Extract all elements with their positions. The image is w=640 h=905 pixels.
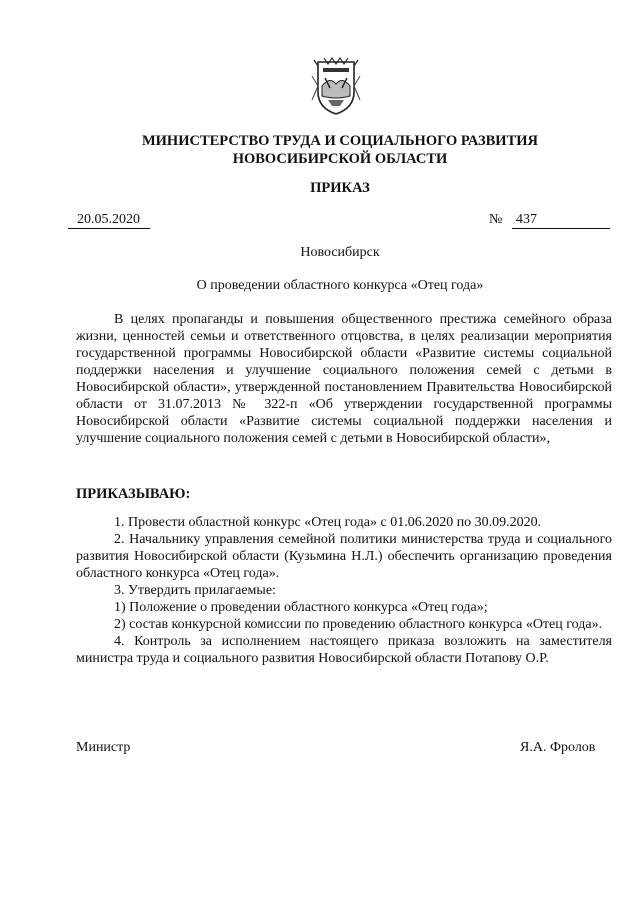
preamble-paragraph: В целях пропаганды и повышения общественного престижа семейного образа жизни, ценностей семьи и ответственного отцовства, в целях реализации мероприятия государственной программы Новосибирской области «Развитие системы социальной поддержки населения и улучшение социального положения семей с детьми в Новосибирской области», утвержденной постановлением Правительства Новосибирской области от 31.07.2013 № 322-п «Об утверждении государственной программы Новосибирской области «Развитие системы социальной поддержки населения и улучшение социального положения семей с детьми в Новосибирской области», (76, 312, 612, 446)
signer-name: Я.А. Фролов (520, 740, 596, 755)
number-sign: № (489, 212, 503, 227)
signer-title: Министр (76, 740, 131, 755)
order-word: ПРИКАЗЫВАЮ: (76, 486, 191, 502)
order-item-4: 4. Контроль за исполнением настоящего приказа возложить на заместителя министра труда и социального развития Новосибирской области Потапову О.Р. (76, 634, 612, 666)
ministry-name (60, 132, 620, 168)
preamble (76, 311, 612, 447)
order-subject: О проведении областного конкурса «Отец года» (196, 278, 484, 293)
document-type: ПРИКАЗ (310, 180, 370, 196)
order-date: 20.05.2020 (68, 211, 150, 229)
order-subitem-1: 1) Положение о проведении областного конкурса «Отец года»; (114, 600, 488, 615)
coat-of-arms-icon (310, 56, 362, 118)
city: Новосибирск (300, 245, 380, 260)
order-items (76, 514, 612, 667)
order-item-3: 3. Утвердить прилагаемые: (114, 583, 276, 598)
order-number: 437 (512, 211, 610, 229)
order-subitem-2: 2) состав конкурсной комиссии по проведению областного конкурса «Отец года». (114, 617, 603, 632)
order-item-2: 2. Начальнику управления семейной политики министерства труда и социального развития Новосибирской области (Кузьмина Н.Л.) обеспечить организацию проведения областного конкурса «Отец года». (76, 532, 612, 581)
order-item-1: 1. Провести областной конкурс «Отец года» с 01.06.2020 по 30.09.2020. (114, 515, 542, 530)
ministry-line-2: НОВОСИБИРСКОЙ ОБЛАСТИ (232, 151, 448, 167)
ministry-line-1: МИНИСТЕРСТВО ТРУДА И СОЦИАЛЬНОГО РАЗВИТИЯ (141, 133, 539, 149)
